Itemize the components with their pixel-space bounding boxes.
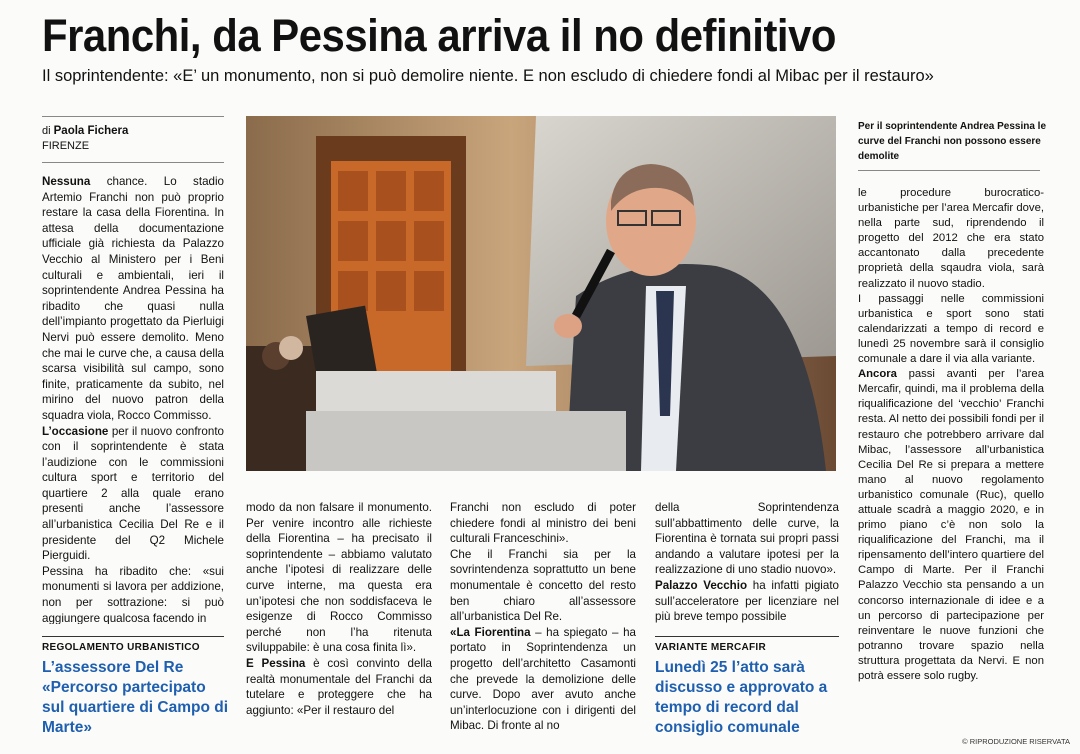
lead-word: Palazzo Vecchio <box>655 578 748 592</box>
byline-bottom-rule <box>42 162 224 163</box>
paragraph: Che il Franchi sia per la sovrintendenza soprattutto un bene monumentale è concetto del resto ben chiaro all’assessore all’urbanistica Del Re. <box>450 547 636 624</box>
lead-word: Nessuna <box>42 175 91 188</box>
paragraph: passi avanti per l’area Mercafir, quindi, ma il problema della riqualificazione del ‘vecchio’ Franchi resta. Al netto dei possibili fondi per il restauro che potrebbero arrivare dal Mibac, l’assessore all’urbanistica Cecilia Del Re si prepara a mettere mano al nuovo regolamento urbanistico comunale (Ruc), quello attuale scadrà a maggio 2020, e in primo piano c’è non solo la riqualificazione del Franchi, ma il ripensamento dell’intero quartiere del Campo di Marte. Per il Franchi Palazzo Vecchio sta pensando a un concorso internazionale di idee e a un percorso di partecipazione per reinventare le nuove funzioni che potranno trovare spazio nella struttura progettata da Nervi. E non potrà essere solo rugby. <box>858 368 1044 682</box>
box-rule <box>42 636 224 637</box>
sidebar-box-mercafir <box>655 642 841 738</box>
sidebar-box-urbanistico <box>42 642 232 738</box>
lead-word: E Pessina <box>246 656 306 670</box>
copyright-notice: © RIPRODUZIONE RISERVATA <box>962 737 1070 746</box>
paragraph: le procedure burocratico-urbanistiche per l’area Mercafir dove, nella parte sud, riprendendo il progetto del 2012 che era stato accantonato dalla precedente proprietà della sqaudra viola, sarà realizzato il nuovo stadio. <box>858 187 1044 290</box>
byline-author: Paola Fichera <box>53 125 129 137</box>
article-column-5 <box>858 186 1044 684</box>
box-rule <box>655 636 839 637</box>
paragraph: Franchi non escludo di poter chiedere fondi al ministro dei beni culturali Franceschini». <box>450 501 636 546</box>
paragraph: Pessina ha ribadito che: «sui monumenti si lavora per addizione, non per sottrazione: si può aggiungere qualcosa facendo in <box>42 564 224 624</box>
article-column-2 <box>246 500 432 718</box>
caption-rule <box>858 170 1040 171</box>
paragraph: per il nuovo confronto con il soprintendente è stata l’audizione con le commissioni cultura sport e territorio del quartiere 2 alla quale erano presenti anche l’assessore all’urbanistica Cecilia Del Re e il presidente del Q2 Michele Pierguidi. <box>42 424 224 563</box>
paragraph: della Soprintendenza sull’abbattimento delle curve, la Fiorentina è tornata sui propri passi andando a valutare ipotesi per la realizzazione di uno stadio nuovo». <box>655 501 839 577</box>
box-title: Lunedì 25 l’atto sarà discusso e approvato a tempo di record dal consiglio comunale <box>655 659 828 736</box>
byline <box>42 124 128 154</box>
byline-prefix: di <box>42 125 51 137</box>
article-column-3 <box>450 500 636 734</box>
speaker-photo-illustration <box>246 116 836 471</box>
paragraph: chance. Lo stadio Artemio Franchi non può proprio restare la casa della Fiorentina. In attesa della documentazione ufficiale già richiesta da Palazzo Vecchio al Ministero per i Beni culturali e ambientali, ieri il soprintendente Andrea Pessina ha ribadito che quasi nulla dell’impianto progettato da Pierluigi Nervi può essere demolito. Meno che mai le curve che, a causa della scarsa visibilità sul campo, sono finite, praticamente da subito, nel mirino del nuovo patron della squadra viola, Rocco Commisso. <box>42 175 224 422</box>
article-column-4 <box>655 500 839 625</box>
article-column-1 <box>42 174 224 624</box>
lead-word: L’occasione <box>42 424 109 438</box>
lead-word: «La Fiorentina <box>450 625 531 639</box>
paragraph: è così convinto della realtà monumentale del Franchi da tutelare e proteggere che ha aggiunto: «Per il restauro del <box>246 656 432 717</box>
byline-top-rule <box>42 116 224 117</box>
article-photo <box>246 116 836 471</box>
box-kicker: REGOLAMENTO URBANISTICO <box>42 642 200 653</box>
headline: Franchi, da Pessina arriva il no definitivo <box>42 10 837 61</box>
paragraph: ha infatti pigiato sull’acceleratore per licenziare nel più breve tempo possibile <box>655 578 840 624</box>
byline-location: FIRENZE <box>42 140 90 152</box>
paragraph: I passaggi nelle commissioni urbanistica e sport sono stati calendarizzati a tempo di record e lunedì 25 novembre sarà il consiglio comunale a dare il via alla variante. <box>858 292 1044 366</box>
box-kicker: VARIANTE MERCAFIR <box>655 642 767 653</box>
box-title: L’assessore Del Re «Percorso partecipato sul quartiere di Campo di Marte» <box>42 659 229 736</box>
photo-caption: Per il soprintendente Andrea Pessina le curve del Franchi non possono essere demolite <box>858 121 1047 162</box>
subheadline: Il soprintendente: «E’ un monumento, non si può demolire niente. E non escludo di chiedere fondi al Mibac per il restauro» <box>42 67 934 85</box>
paragraph: – ha spiegato – ha portato in Soprintendenza un progetto dell’architetto Casamonti che prevede la demolizione delle curve. Dopo aver avuto anche un’interlocuzione con i dirigenti del Mibac. Di fronte al no <box>450 625 636 733</box>
lead-word: Ancora <box>858 368 897 381</box>
paragraph: modo da non falsare il monumento. Per venire incontro alle richieste della Fiorentina – ha precisato il soprintendente – abbiamo valutato anche l’ipotesi di realizzare delle curve interne, ma questa era un’ipotesi che non soddisfaceva le esigenze di Rocco Commisso perché non l’ha ritenuta sviluppabile: è una cosa finita lì». <box>246 501 432 655</box>
